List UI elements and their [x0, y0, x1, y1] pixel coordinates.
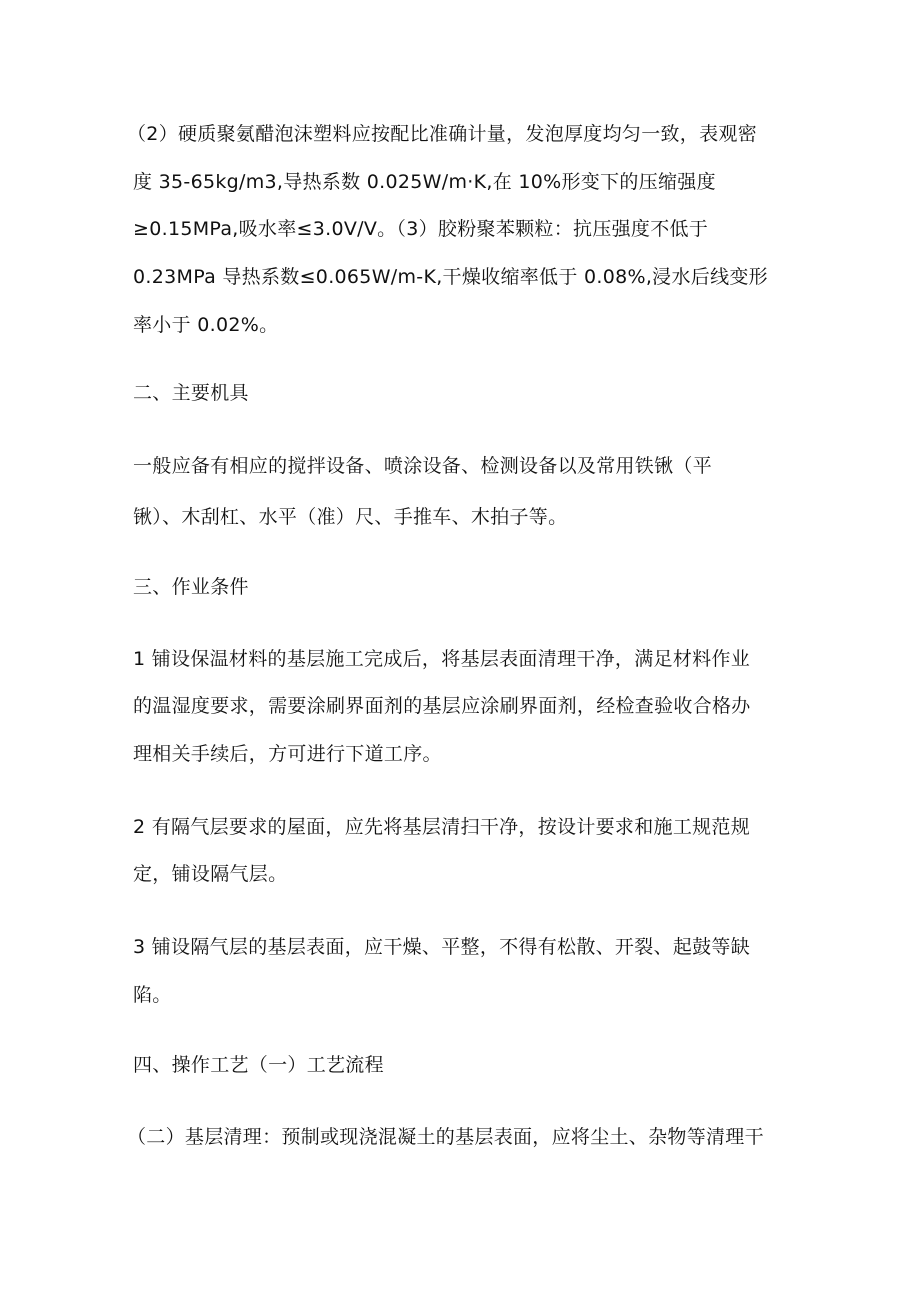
text-line: 3 铺设隔气层的基层表面，应干燥、平整，不得有松散、开裂、起鼓等缺: [133, 936, 751, 958]
text-line: 度 35-65kg∕m3,导热系数 0.025W∕m·K,在 10%形变下的压缩强度: [133, 171, 716, 193]
text-line: 1 铺设保温材料的基层施工完成后，将基层表面清理干净，满足材料作业: [133, 648, 751, 670]
text-line: 率小于 0.02%。: [133, 314, 279, 336]
section-heading: 三、作业条件: [133, 576, 249, 598]
text-line: 一般应备有相应的搅拌设备、喷涂设备、检测设备以及常用铁锹（平: [133, 455, 713, 477]
text-line: 0.23MPa 导热系数≤0.065W∕m-K,干燥收缩率低于 0.08%,浸水后线变形: [133, 266, 768, 288]
text-line: 的温湿度要求，需要涂刷界面剂的基层应涂刷界面剂，经检查验收合格办: [133, 695, 751, 717]
text-line: 陷。: [133, 984, 172, 1006]
section-heading: 二、主要机具: [133, 382, 249, 404]
section-heading: 四、操作工艺（一）工艺流程: [133, 1054, 384, 1076]
text-line: 定，铺设隔气层。: [133, 863, 288, 885]
text-line: （二）基层清理：预制或现浇混凝土的基层表面，应将尘土、杂物等清理干: [127, 1126, 764, 1148]
text-line: 理相关手续后，方可进行下道工序。: [133, 743, 442, 765]
text-line: 2 有隔气层要求的屋面，应先将基层清扫干净，按设计要求和施工规范规: [133, 816, 751, 838]
text-line: 锹）、木刮杠、水平（准）尺、手推车、木拍子等。: [133, 506, 568, 528]
text-line: ≥0.15MPa,吸水率≤3.0V∕V。（3）胶粉聚苯颗粒：抗压强度不低于: [133, 218, 709, 240]
text-line: （2）硬质聚氨醋泡沫塑料应按配比准确计量，发泡厚度均匀一致，表观密: [127, 123, 757, 145]
